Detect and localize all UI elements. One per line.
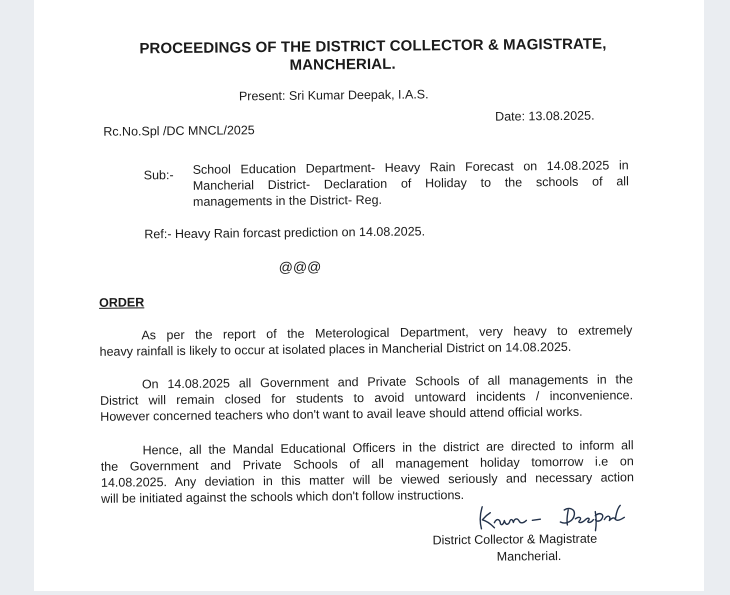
paragraph-2-line-3: However concerned teachers who don't want to avail leave should attend official works. <box>100 404 583 424</box>
paragraph-3-line-4: will be initiated against the schools which don't follow instructions. <box>101 488 465 506</box>
present-line: Present: Sri Kumar Deepak, I.A.S. <box>238 87 429 104</box>
separator-mark: @@@ <box>278 258 322 275</box>
order-heading: ORDER <box>98 295 145 310</box>
subject-text <box>193 157 629 210</box>
paragraph-3-line-1: Hence, all the Mandal Educational Officers in the district are directed to inform all <box>142 438 634 458</box>
order-date: Date: 13.08.2025. <box>495 108 595 124</box>
paragraph-1 <box>99 322 632 360</box>
reference-number: Rc.No.Spl /DC MNCL/2025 <box>103 123 255 139</box>
subject-line-3: managements in the District- Reg. <box>192 192 383 209</box>
paragraph-2 <box>100 371 633 425</box>
handwritten-signature <box>474 497 644 535</box>
subject-line-2: Mancherial District- Declaration of Holiday to the schools of all <box>192 174 629 193</box>
title-line-1: PROCEEDINGS OF THE DISTRICT COLLECTOR & MAGISTRATE, <box>139 35 607 58</box>
paragraph-2-line-2: District will remain closed for students to avoid untoward incidents / inconvenience. <box>100 388 634 408</box>
paragraph-1-line-1: As per the report of the Meterological Department, very heavy to extremely <box>141 323 633 343</box>
title-line-2: MANCHERIAL. <box>289 55 396 74</box>
reference-line: Ref:- Heavy Rain forcast prediction on 14.08.2025. <box>144 224 426 242</box>
signatory-designation: District Collector & Magistrate <box>432 531 598 548</box>
signatory-place: Mancherial. <box>496 549 562 564</box>
paragraph-1-line-2: heavy rainfall is likely to occur at isolated places in Mancherial District on 14.08.2025. <box>99 339 572 359</box>
paragraph-3-line-2: the Government and Private Schools of all management holiday tomorrow i.e on <box>100 454 634 474</box>
document-page <box>34 0 704 591</box>
paragraph-2-line-1: On 14.08.2025 all Government and Private Schools of all managements in the <box>141 372 633 392</box>
subject-label: Sub:- <box>143 168 174 183</box>
paragraph-3 <box>101 437 635 507</box>
subject-line-1: School Education Department- Heavy Rain Forecast on 14.08.2025 in <box>192 158 629 177</box>
paragraph-3-line-3: 14.08.2025. Any deviation in this matter will be viewed seriously and necessary action <box>100 470 634 490</box>
document-content <box>31 0 707 594</box>
